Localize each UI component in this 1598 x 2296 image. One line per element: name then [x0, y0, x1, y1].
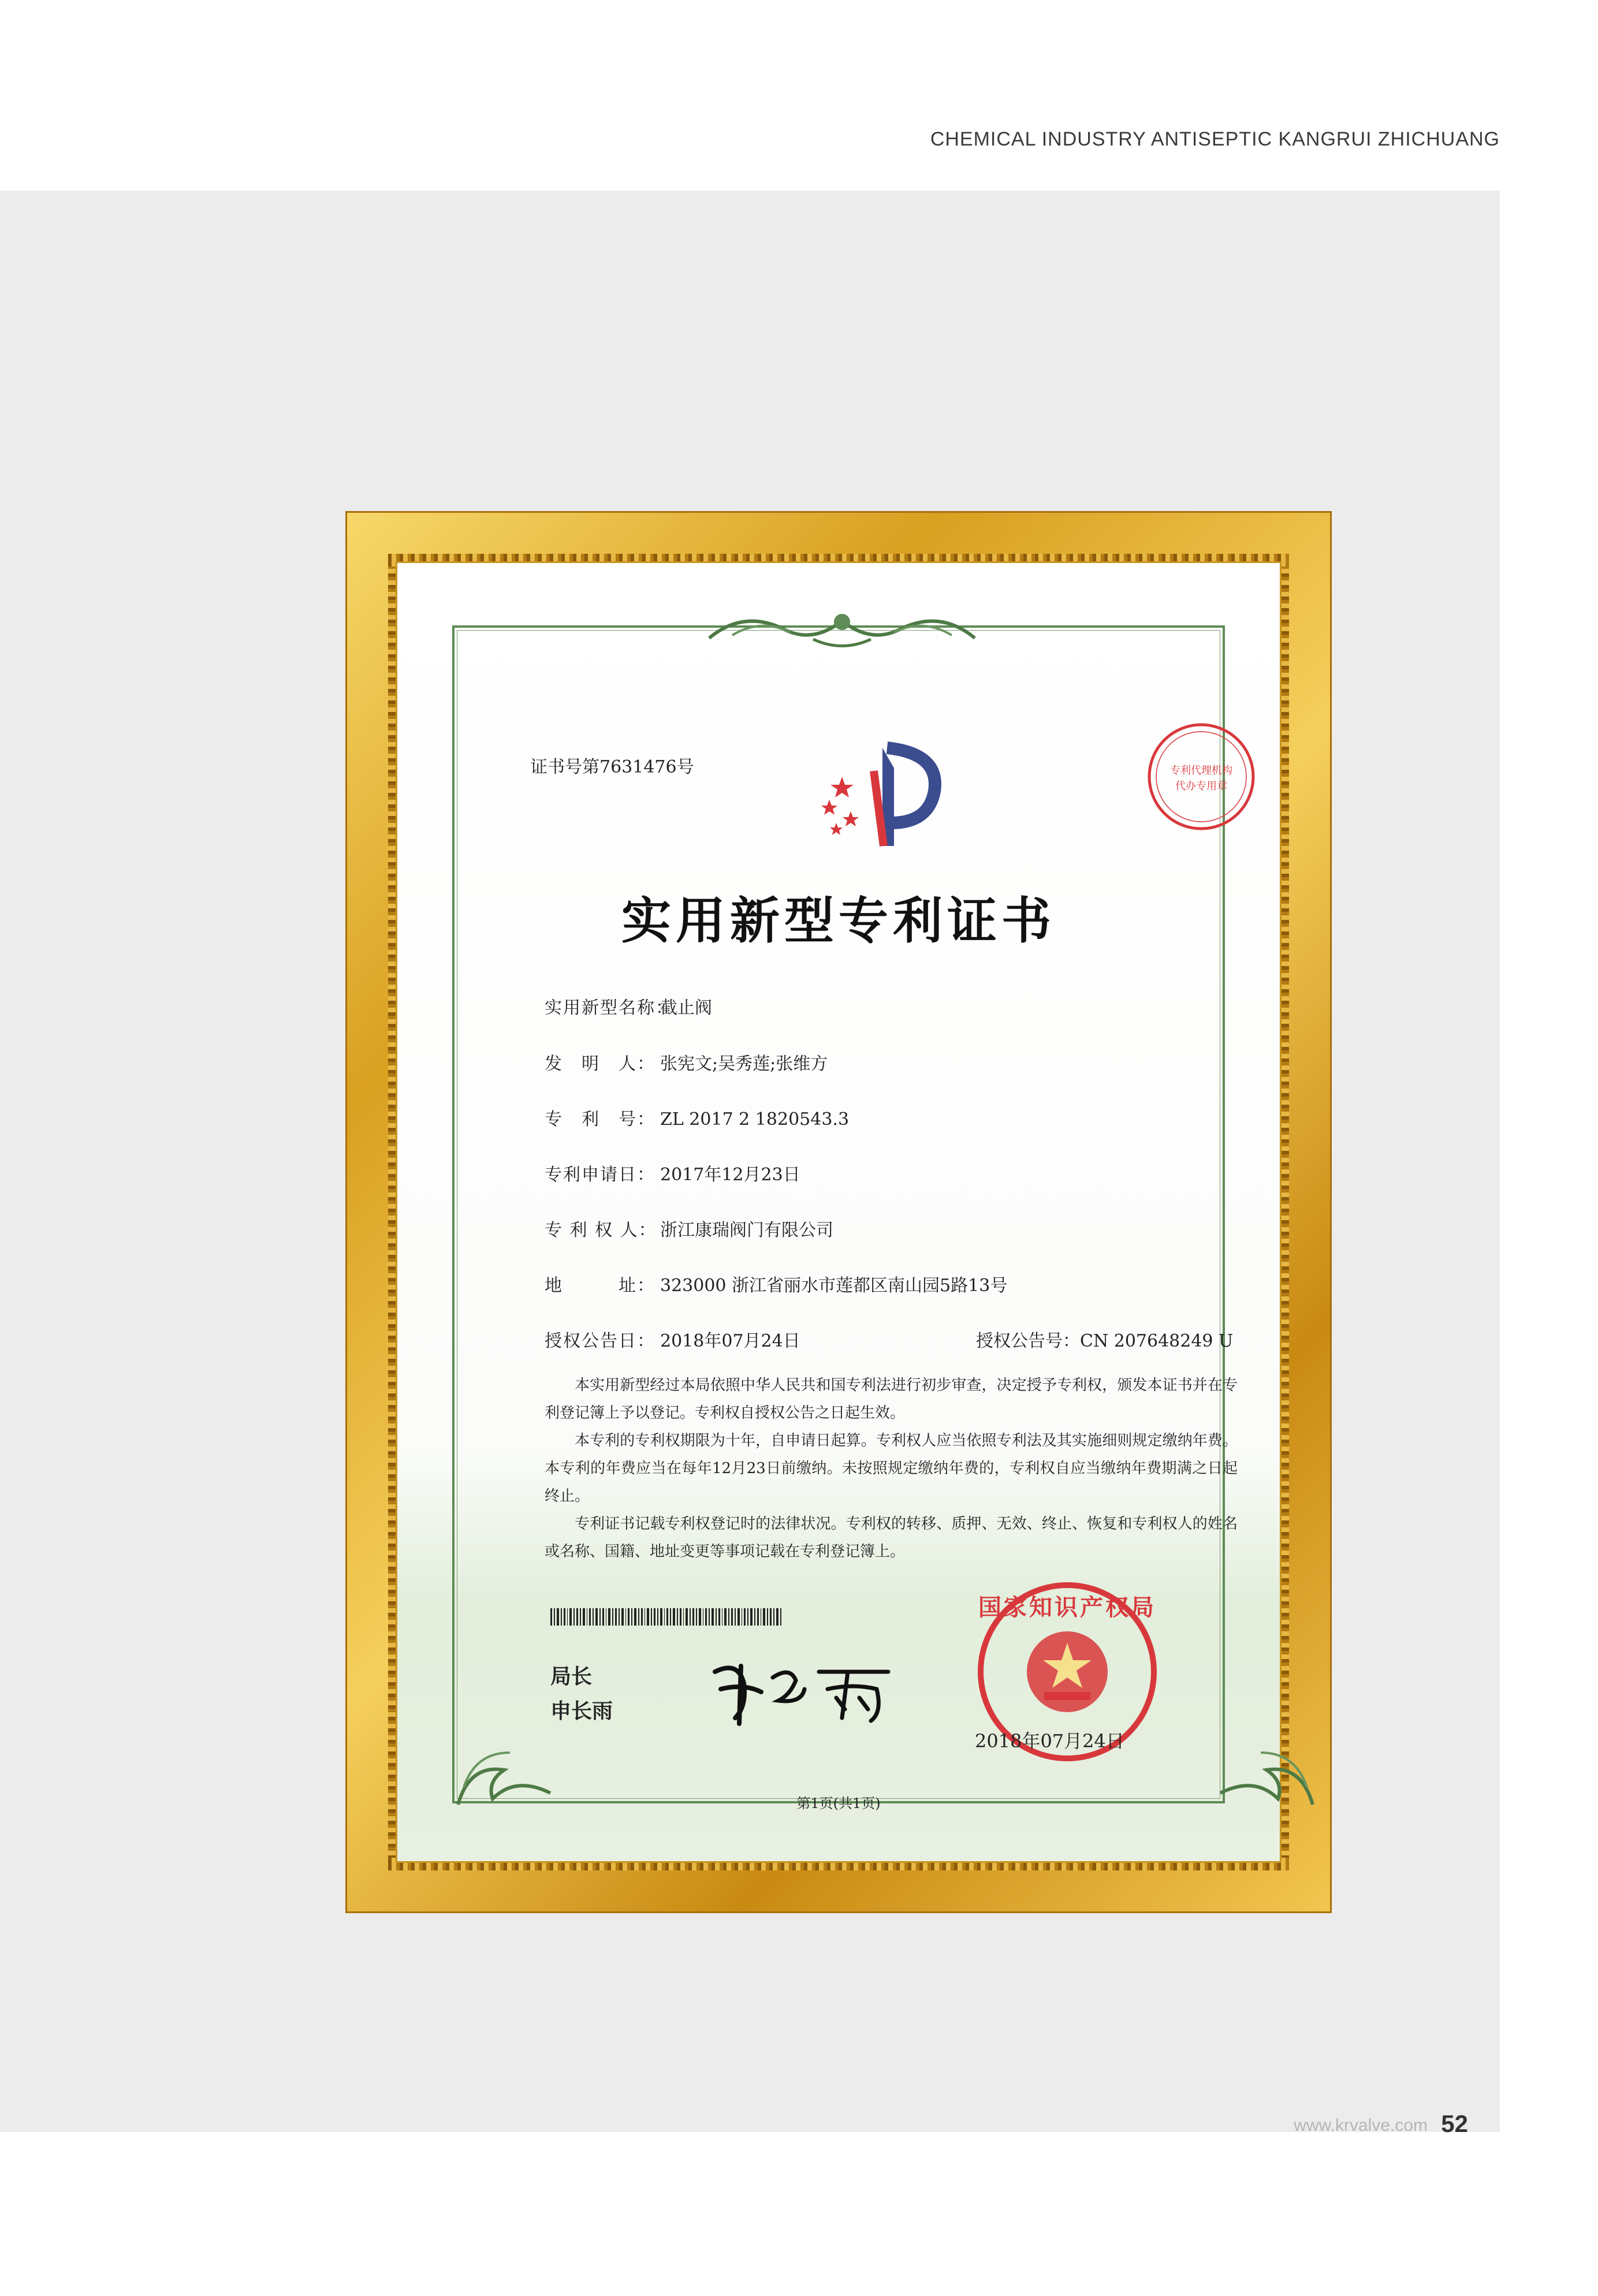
field-label: 专利申请日：: [545, 1165, 655, 1185]
field-application-date: [545, 1160, 800, 1186]
field-value: 323000 浙江省丽水市莲都区南山园5路13号: [660, 1276, 1008, 1296]
field-label: 实用新型名称：: [545, 998, 674, 1018]
field-value: CN 207648249 U: [1080, 1331, 1234, 1351]
field-label: 专 利 号：: [545, 1109, 655, 1130]
signature-icon: [703, 1649, 911, 1730]
bottom-left-ornament-icon: [452, 1730, 568, 1810]
director-name: 申长雨: [550, 1699, 613, 1723]
official-seal-text: 国家知识产权局: [978, 1594, 1156, 1621]
field-label: 地 址：: [545, 1276, 655, 1296]
certificate-body: [545, 1371, 1238, 1566]
field-address: [545, 1271, 1007, 1296]
field-value: ZL 2017 2 1820543.3: [660, 1109, 850, 1130]
field-value: 截止阀: [660, 998, 712, 1018]
field-value: 浙江康瑞阀门有限公司: [660, 1220, 833, 1240]
footer-page-number: 52: [1441, 2110, 1468, 2137]
agency-seal-line-2: 代办专用章: [1175, 780, 1227, 792]
top-ornament-icon: [698, 603, 986, 655]
field-label: 授权公告号：: [976, 1331, 1080, 1351]
certificate-frame: [345, 511, 1332, 1913]
field-value: 2018年07月24日: [660, 1331, 800, 1351]
agency-seal-icon: [1143, 719, 1259, 834]
body-paragraph-2: 本专利的专利权期限为十年，自申请日起算。专利权人应当依照专利法及其实施细则规定缴纳年费。本专利的年费应当在每年12月23日前缴纳。未按照规定缴纳年费的，专利权自应当缴纳年费期满之日起终止。: [545, 1432, 1238, 1505]
patent-logo-icon: [819, 736, 958, 852]
body-paragraph-3: 专利证书记载专利权登记时的法律状况。专利权的转移、质押、无效、终止、恢复和专利权人的姓名或名称、国籍、地址变更等事项记载在专利登记簿上。: [545, 1515, 1238, 1560]
certificate-paper: [397, 563, 1280, 1861]
field-grant-date: [545, 1326, 800, 1352]
certificate-number: 证书号第7631476号: [530, 757, 694, 777]
seal-date: 2018年07月24日: [975, 1730, 1124, 1752]
field-patentee: [545, 1216, 833, 1241]
field-utility-name: [545, 993, 712, 1019]
bottom-right-ornament-icon: [1203, 1730, 1318, 1810]
field-inventors: [545, 1049, 828, 1075]
field-value: 张宪文;吴秀莲;张维方: [660, 1054, 828, 1074]
director-title: 局长: [550, 1665, 593, 1689]
footer-url[interactable]: www.krvalve.com: [1294, 2116, 1428, 2135]
certificate-title: 实用新型专利证书: [621, 892, 1056, 950]
field-patent-number: [545, 1105, 849, 1130]
field-pub-number: [976, 1326, 1233, 1352]
field-label: 专 利 权 人：: [545, 1220, 657, 1240]
header-title: CHEMICAL INDUSTRY ANTISEPTIC KANGRUI ZHICHUANG: [930, 128, 1500, 150]
page-indicator: 第1页(共1页): [796, 1795, 881, 1812]
agency-seal-line-1: 专利代理机构: [1170, 765, 1232, 777]
field-label: 发 明 人：: [545, 1054, 655, 1074]
body-paragraph-1: 本实用新型经过本局依照中华人民共和国专利法进行初步审查，决定授予专利权，颁发本证书并在专利登记簿上予以登记。专利权自授权公告之日起生效。: [545, 1377, 1238, 1422]
field-label: 授权公告日：: [545, 1331, 655, 1351]
field-value: 2017年12月23日: [660, 1165, 800, 1185]
barcode-icon: [550, 1608, 781, 1626]
